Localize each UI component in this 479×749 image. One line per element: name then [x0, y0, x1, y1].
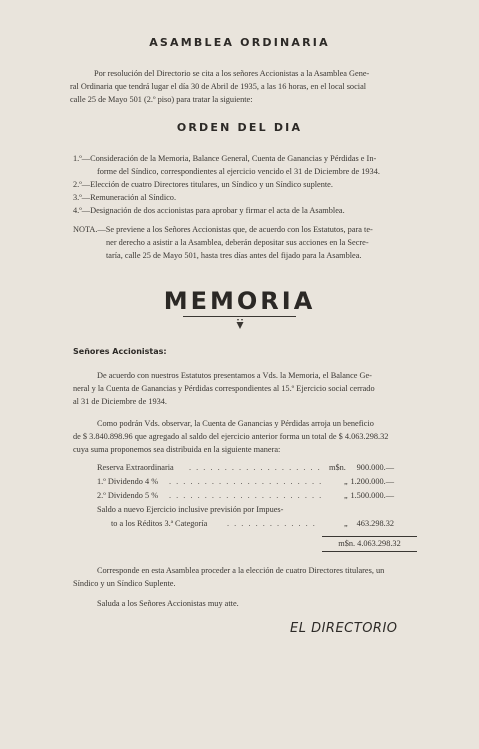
- farewell: Saluda a los Señores Accionistas muy atte.: [97, 599, 239, 608]
- distribution-row: [97, 489, 394, 502]
- para-line: neral y la Cuenta de Ganancias y Pérdidas correspondientes al 15.º Ejercicio social cerrado: [73, 384, 375, 393]
- leader-dots: . . . . . . . . . . . . . . . . . . . . . .: [169, 477, 323, 486]
- memoria-para-1: [73, 369, 418, 408]
- distribution-currency: „: [344, 491, 348, 500]
- para-line: de $ 3.840.898.96 que agregado al saldo del ejercicio anterior forma un total de $ 4.063.298.32: [73, 432, 389, 441]
- para-line: cuya suma proponemos sea distribuida en la siguiente manera:: [73, 445, 281, 454]
- nota-line: NOTA.—Se previene a los Señores Accionistas que, de acuerdo con los Estatutos, para te-: [73, 225, 373, 234]
- orden-item-4: 4.º—Designación de dos accionistas para aprobar y firmar el acta de la Asamblea.: [73, 206, 345, 215]
- signature: EL DIRECTORIO: [290, 621, 398, 636]
- para-line: Como podrán Vds. observar, la Cuenta de Ganancias y Pérdidas arroja un beneficio: [97, 419, 374, 428]
- memoria-title: MEMORIA: [163, 287, 316, 315]
- distribution-currency: m$n.: [329, 463, 346, 472]
- leader-dots: . . . . . . . . . . . . .: [227, 519, 317, 528]
- asamblea-title: ASAMBLEA ORDINARIA: [149, 36, 330, 49]
- distribution-label: 2.º Dividendo 5 %: [97, 491, 159, 500]
- closing-line: Síndico y un Síndico Suplente.: [73, 579, 176, 588]
- distribution-row: [97, 517, 394, 530]
- orden-title: ORDEN DEL DIA: [176, 121, 303, 134]
- salutation: Señores Accionistas:: [73, 347, 167, 356]
- distribution-label: Saldo a nuevo Ejercicio inclusive previsión por Impues-: [97, 505, 284, 514]
- distribution-currency: „: [344, 477, 348, 486]
- distribution-label: to a los Réditos 3.ª Categoría: [111, 519, 208, 528]
- intro-line: Por resolución del Directorio se cita a los señores Accionistas a la Asamblea Gene-: [94, 69, 370, 78]
- distribution-row: [97, 461, 394, 474]
- distribution-label: Reserva Extraordinaria: [97, 463, 174, 472]
- orden-nota: [73, 223, 413, 262]
- nota-line: taría, calle 25 de Mayo 501, hasta tres días antes del fijado para la Asamblea.: [106, 251, 362, 260]
- orden-item-1-cont: forme del Síndico, correspondientes al ejercicio vencido el 31 de Diciembre de 1934.: [97, 167, 380, 176]
- distribution-amount: 900.000.—: [356, 463, 394, 472]
- orden-item-1: 1.º—Consideración de la Memoria, Balance General, Cuenta de Ganancias y Pérdidas e In-: [73, 154, 377, 163]
- distribution-amount: 463.298.32: [356, 519, 394, 528]
- closing-line: Corresponde en esta Asamblea proceder a la elección de cuatro Directores titulares, un: [97, 566, 385, 575]
- distribution-total: m$n. 4.063.298.32: [322, 536, 417, 552]
- intro-line: ral Ordinaria que tendrá lugar el día 30 de Abril de 1935, a las 16 horas, en el local social: [70, 82, 367, 91]
- closing-paragraph: [73, 564, 418, 590]
- orden-item-3: 3.º—Remuneración al Síndico.: [73, 193, 177, 202]
- para-line: De acuerdo con nuestros Estatutos presentamos a Vds. la Memoria, el Balance Ge-: [97, 371, 372, 380]
- nota-line: ner derecho a asistir a la Asamblea, deberán depositar sus acciones en la Secre-: [106, 238, 369, 247]
- distribution-currency: „: [344, 519, 348, 528]
- distribution-row: [97, 475, 394, 488]
- distribution-amount: 1.200.000.—: [350, 477, 394, 486]
- orden-item-2: 2.º—Elección de cuatro Directores titulares, un Síndico y un Síndico suplente.: [73, 180, 333, 189]
- memoria-ornament-icon: [232, 318, 248, 332]
- leader-dots: . . . . . . . . . . . . . . . . . . . . . .: [169, 491, 323, 500]
- memoria-underline: [183, 316, 296, 317]
- para-line: al 31 de Diciembre de 1934.: [73, 397, 168, 406]
- leader-dots: . . . . . . . . . . . . . . . . . . .: [189, 463, 322, 472]
- distribution-amount: 1.500.000.—: [350, 491, 394, 500]
- distribution-row: [97, 503, 394, 516]
- intro-line: calle 25 de Mayo 501 (2.º piso) para tratar la siguiente:: [70, 95, 253, 104]
- memoria-para-2: [73, 417, 418, 456]
- orden-list: [73, 152, 413, 217]
- asamblea-intro: [70, 67, 410, 106]
- distribution-label: 1.º Dividendo 4 %: [97, 477, 159, 486]
